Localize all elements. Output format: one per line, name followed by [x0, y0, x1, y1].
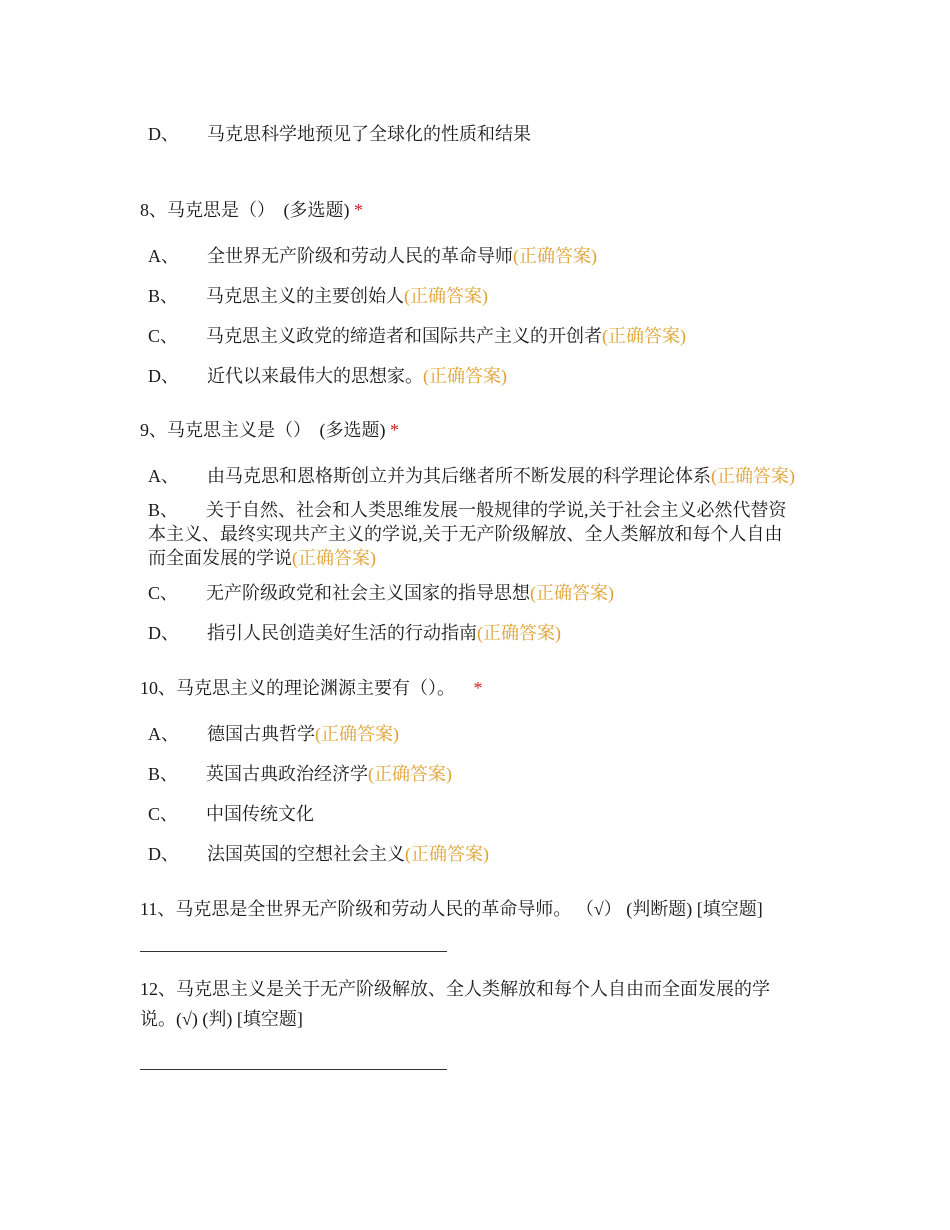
option-letter: D、 — [148, 366, 179, 386]
option-text: 马克思主义的主要创始人 — [206, 286, 405, 306]
q8-option-c[interactable] — [148, 324, 808, 348]
q11-title — [140, 897, 820, 921]
option-text: 指引人民创造美好生活的行动指南 — [207, 623, 477, 643]
option-text: 全世界无产阶级和劳动人民的革命导师 — [207, 246, 513, 266]
option-letter: C、 — [148, 804, 179, 824]
option-letter: A、 — [148, 724, 179, 744]
q10-option-b[interactable] — [148, 762, 808, 786]
correct-answer-tag: (正确答案) — [513, 246, 597, 266]
correct-answer-tag: (正确答案) — [423, 366, 507, 386]
q9-title — [140, 418, 820, 442]
option-letter: D、 — [148, 844, 179, 864]
correct-answer-tag: (正确答案) — [530, 583, 615, 603]
option-letter: D、 — [148, 124, 179, 144]
option-letter: D、 — [148, 623, 179, 643]
q8-option-b[interactable] — [148, 284, 808, 308]
q7-option-d[interactable] — [148, 122, 808, 146]
option-text: 中国传统文化 — [206, 804, 315, 824]
option-text: 近代以来最伟大的思想家。 — [207, 366, 423, 386]
question-type: (多选题) — [319, 420, 386, 440]
q10-option-a[interactable] — [148, 722, 808, 746]
correct-answer-tag: (正确答案) — [404, 286, 489, 306]
option-text: 英国古典政治经济学 — [206, 764, 369, 784]
q11-answer-blank[interactable] — [140, 951, 447, 952]
question-text: 11、马克思是全世界无产阶级和劳动人民的革命导师。 （√） (判断题) [填空题] — [140, 899, 763, 919]
required-asterisk: * — [390, 420, 399, 440]
q9-option-a[interactable] — [148, 464, 808, 488]
option-text: 无产阶级政党和社会主义国家的指导思想 — [206, 583, 531, 603]
correct-answer-tag: (正确答案) — [477, 623, 561, 643]
q10-option-d[interactable] — [148, 842, 808, 866]
option-text: 马克思科学地预见了全球化的性质和结果 — [207, 124, 531, 144]
q8-title — [140, 198, 820, 222]
option-text: 德国古典哲学 — [207, 724, 315, 744]
option-letter: A、 — [148, 466, 179, 486]
question-text: 12、马克思主义是关于无产阶级解放、全人类解放和每个人自由而全面发展的学说。(√) (判) [填空题] — [140, 979, 770, 1029]
option-text: 关于自然、社会和人类思维发展一般规律的学说,关于社会主义必然代替资本主义、最终实现共产主义的学说,关于无产阶级解放、全人类解放和每个人自由而全面发展的学说 — [148, 500, 787, 568]
q9-option-c[interactable] — [148, 581, 808, 605]
option-letter: B、 — [148, 764, 179, 784]
q8-option-a[interactable] — [148, 244, 808, 268]
q12-title — [140, 974, 800, 1034]
correct-answer-tag: (正确答案) — [292, 548, 376, 568]
option-letter: A、 — [148, 246, 179, 266]
correct-answer-tag: (正确答案) — [315, 724, 399, 744]
correct-answer-tag: (正确答案) — [368, 764, 453, 784]
option-letter: C、 — [148, 326, 179, 346]
correct-answer-tag: (正确答案) — [405, 844, 489, 864]
q12-answer-blank[interactable] — [140, 1069, 447, 1070]
option-letter: B、 — [148, 286, 179, 306]
q10-option-c[interactable] — [148, 802, 808, 826]
option-letter: C、 — [148, 583, 179, 603]
q9-option-d[interactable] — [148, 621, 808, 645]
option-text: 马克思主义政党的缔造者和国际共产主义的开创者 — [206, 326, 603, 346]
question-type: (多选题) — [283, 200, 350, 220]
question-stem: 8、马克思是（） — [140, 200, 275, 220]
option-text: 由马克思和恩格斯创立并为其后继者所不断发展的科学理论体系 — [207, 466, 711, 486]
required-asterisk: * — [354, 200, 363, 220]
question-stem: 9、马克思主义是（） — [140, 420, 311, 440]
correct-answer-tag: (正确答案) — [602, 326, 687, 346]
option-letter: B、 — [148, 500, 179, 520]
q10-title — [140, 676, 820, 700]
q9-option-b[interactable] — [148, 498, 793, 570]
correct-answer-tag: (正确答案) — [711, 466, 795, 486]
question-stem: 10、马克思主义的理论渊源主要有（）。 — [140, 678, 455, 698]
q8-option-d[interactable] — [148, 364, 808, 388]
option-text: 法国英国的空想社会主义 — [207, 844, 405, 864]
required-asterisk: * — [473, 678, 483, 698]
